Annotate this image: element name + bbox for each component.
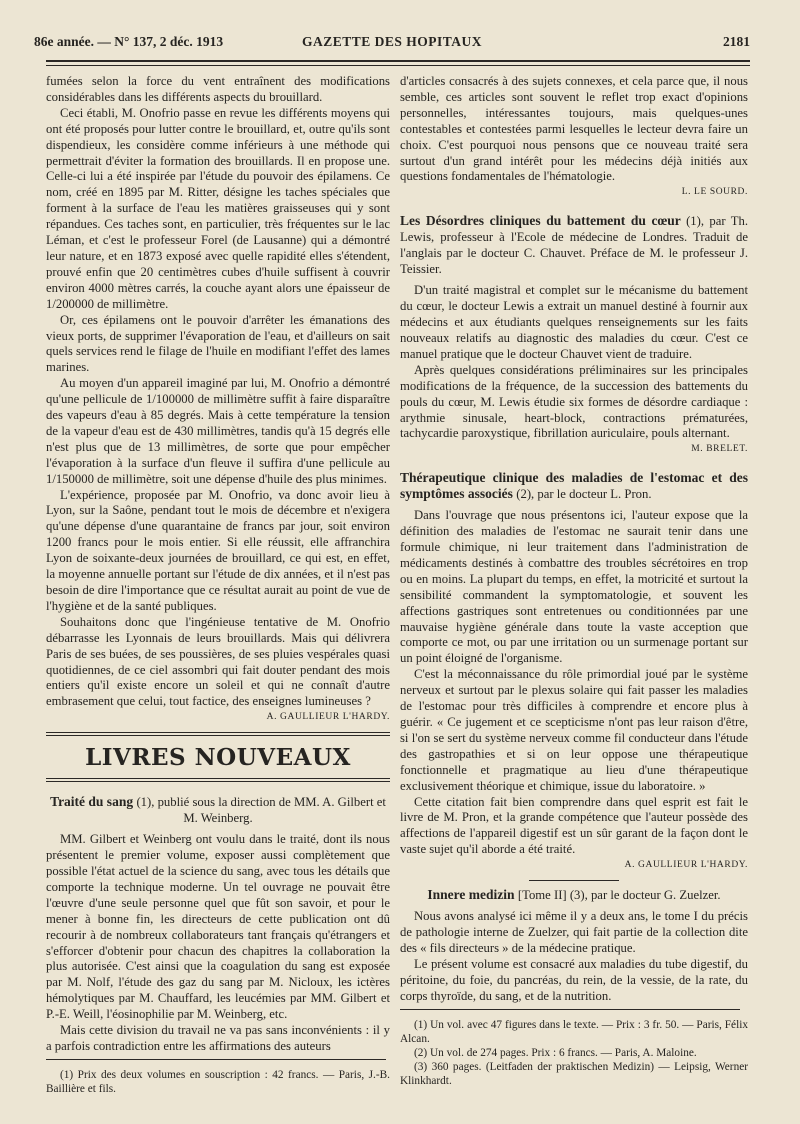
page-number: 2181 bbox=[723, 34, 750, 49]
footnote: (2) Un vol. de 274 pages. Prix : 6 francs. — Paris, A. Maloine. bbox=[414, 1046, 697, 1059]
header-rule bbox=[46, 60, 750, 66]
paragraph: d'articles consacrés à des sujets connexes, et cela parce que, il nous semble, ces articles sont souvent le reflet trop exact d'opinions personnelles, intéressantes toujours, mais quelques-unes contestables et contestées parmi lesquelles le lecteur devra faire un choix. C'est pourquoi nous pensons que ce nouveau traité sera surtout d'un grand intérêt pour les médecins déjà initiés aux questions fondamentales de l'hématologie. bbox=[400, 74, 748, 184]
signature: L. LE SOURD. bbox=[681, 187, 748, 198]
paragraph: Nous avons analysé ici même il y a deux ans, le tome I du précis de pathologie interne de Zuelzer, qui fait partie de la collection dite des « fils directeurs » de la médecine pratique. bbox=[400, 909, 748, 955]
footnote: (3) 360 pages. (Leitfaden der praktischen Medizin) — Leipsig, Werner Klinkhardt. bbox=[400, 1060, 748, 1087]
running-header bbox=[34, 34, 750, 56]
book-title: Les Désordres cliniques du battement du cœur bbox=[400, 213, 681, 229]
book-heading bbox=[46, 794, 390, 826]
signature: A. GAULLIEUR L'HARDY. bbox=[266, 712, 390, 723]
journal-title: GAZETTE DES HOPITAUX bbox=[301, 34, 483, 49]
book-credits: (1), par Th. Lewis, professeur à l'Ecole de médecine de Londres. Traduit de l'anglais par le docteur C. Chauvet. Préface de M. le professeur J. Teissier. bbox=[400, 214, 749, 277]
paragraph: Souhaitons donc que l'ingénieuse tentative de M. Onofrio débarrasse les Lyonnais de leurs brouillards. Mais qui délivrera Paris de ses buées, de ses poussières, de ses pluies vespérales quasi quotidiennes, de ce ciel assombri qui fait douter pendant des mois entiers qu'il existe encore un soleil et qui ne connaît d'autre embrasement que celui, tout factice, des enseignes lumineuses ? bbox=[46, 614, 390, 709]
book-heading bbox=[400, 887, 748, 903]
book-title: Traité du sang bbox=[50, 794, 134, 810]
book-credits: [Tome II] (3), par le docteur G. Zuelzer. bbox=[517, 888, 721, 903]
left-column bbox=[46, 74, 390, 1096]
paragraph: C'est la méconnaissance du rôle primordial joué par le système nerveux et surtout par le plexus solaire qui fait passer les maladies de l'estomac pour très difficiles à comprendre et encore plus à guérir. « Ce jugement et ce scepticisme n'ont pas leur raison d'être, si l'on se sert du système nerveux comme fil conducteur dans l'étude des gastropathies et si on leur oppose une thérapeutique fonctionnelle et pragmatique au lieu d'une thérapeutique exclusivement théorique et chimique, issue du laboratoire. » bbox=[400, 667, 748, 793]
signature: M. BRELET. bbox=[691, 444, 748, 455]
book-heading bbox=[400, 470, 748, 502]
paragraph: fumées selon la force du vent entraînent des modifications considérables dans les différents aspects du brouillard. bbox=[46, 74, 390, 104]
paragraph: Cette citation fait bien comprendre dans quel esprit est fait le livre de M. Pron, et la grande compétence que l'auteur possède des affections de l'appareil digestif est un sûr garant de la façon dont le vaste sujet qu'il aborde a été traité. bbox=[400, 794, 748, 857]
footnote-rule bbox=[400, 1009, 740, 1010]
book-title: Innere medizin bbox=[427, 887, 515, 903]
paragraph: Dans l'ouvrage que nous présentons ici, l'auteur expose que la définition des maladies de l'estomac ne saurait tenir dans une formule chimique, ni leur traitement dans l'administration de médicaments destinés à combattre des troubles sécrétoires en trop ou en moins. La plupart du temps, en effet, la motricité et surtout la sensibilité commandent la symptomatologie, et souvent les affections gastriques sont entretenues ou conditionnées par une mauvaise hygiène générale dans toute la vaste acception que comporte ce mot, ou par une irritation ou un surmenage portant sur un point éloigné de l'organisme. bbox=[400, 508, 748, 666]
section-rule bbox=[46, 732, 390, 736]
footnote-rule bbox=[46, 1059, 386, 1060]
right-column bbox=[400, 74, 748, 1088]
issue-info: 86e année. — N° 137, 2 déc. 1913 bbox=[34, 34, 224, 49]
paragraph: Le présent volume est consacré aux maladies du tube digestif, du péritoine, du foie, du pancréas, du rein, de la vessie, de la rate, du corps thyroïde, du sang, et de la nutrition. bbox=[400, 956, 748, 1003]
paragraph: MM. Gilbert et Weinberg ont voulu dans le traité, dont ils nous présentent le premier volume, exposer aussi complètement que possible l'état actuel de la science du sang, avec tous les détails que comporte la technique moderne. Un tel ouvrage ne pouvait être l'œuvre d'une seule personne quel que fût son savoir, et pour le mener à bonne fin, les directeurs de cette publication ont dû recourir à de nombreux collaborateurs tant français qu'étrangers et s'efforcer d'obtenir pour chacun des chapitres la collaboration la plus autorisée. C'est ainsi que la coagulation du sang est exposée par M. Nolf, l'étude des gaz du sang par M. Nicloux, les ictères hémolytiques par M. Chauffard, les leucémies par MM. Gilbert et P.-E. Weill, l'éosinophilie par M. Weinberg, etc. bbox=[46, 832, 390, 1022]
section-title: LIVRES NOUVEAUX bbox=[85, 744, 351, 772]
book-heading bbox=[400, 213, 748, 277]
paragraph: Mais cette division du travail ne va pas sans inconvénients : il y a parfois contradiction entre les affirmations des auteurs bbox=[46, 1023, 390, 1053]
paragraph: D'un traité magistral et complet sur le mécanisme du battement du cœur, le docteur Lewis a extrait un manuel destiné à fournir aux médecins et aux étudiants quelques renseignements sur les faits nouveaux relatifs au diagnostic des maladies du cœur. C'est ce manuel pratique que le docteur Chauvet vient de traduire. bbox=[400, 283, 748, 361]
paragraph: L'expérience, proposée par M. Onofrio, va donc avoir lieu à Lyon, sur la Saône, pendant tout le mois de décembre et n'exigera qu'une dépense d'une quarantaine de francs par jour, soit environ 1200 francs pour le mois entier. Si elle réussit, elle affranchira Lyon de soixante-deux journées de brouillard, ce qui est, en effet, la moyenne annuelle portant sur l'étude de dix années, et il n'est pas besoin de dire l'importance que ce résultat aurait au point de vue de l'hygiène et de la santé publiques. bbox=[46, 487, 390, 613]
paragraph: Or, ces épilamens ont le pouvoir d'arrêter les émanations des vieux ports, de supprimer l'évaporation de l'eau, et d'ailleurs on sait quels services rend le filage de l'huile en modifiant l'effet des lames marines. bbox=[46, 312, 390, 375]
book-credits: (2), par le docteur L. Pron. bbox=[516, 487, 652, 502]
book-credits: (1), publié sous la direction de MM. A. Gilbert et M. Weinberg. bbox=[136, 795, 386, 826]
paragraph: Au moyen d'un appareil imaginé par lui, M. Onofrio a démontré qu'une pellicule de 1/100000 de millimètre suffit à faire disparaître des vapeurs d'eau à 85 degrés. Mais à cette température la tension de la vapeur d'eau est de 430 millimètres, tandis qu'à 15 degrés elle n'est plus que de 13 millimètres, de sorte que pour empêcher l'évaporation à la surface d'un fleuve il suffira d'une pellicule au 1/150000 de millimètre, soit une dépense d'huile des plus minimes. bbox=[46, 376, 390, 486]
footnote: (1) Prix des deux volumes en souscription : 42 francs. — Paris, J.-B. Baillière et fils. bbox=[46, 1068, 390, 1095]
paragraph: Après quelques considérations préliminaires sur les principales modifications de la fréquence, de la succession des battements du pouls du cœur, M. Lewis étudie six formes de désordre cardiaque : arythmie sinusale, heart-block, contractions prématurées, tachycardie paroxystique, fibrillation auriculaire, pouls alternant. bbox=[400, 362, 748, 441]
footnote: (1) Un vol. avec 47 figures dans le texte. — Prix : 3 fr. 50. — Paris, Félix Alcan. bbox=[400, 1018, 748, 1045]
paragraph: Ceci établi, M. Onofrio passe en revue les différents moyens qui ont été proposés pour lutter contre le brouillard, et, outre qu'ils sont dispendieux, les considère comme inférieurs à une méthode qui permettrait d'éviter la formation des brouillards. Il en propose une. Celle-ci lui a été inspirée par l'étude du pouvoir des épilamens. Ce nom, créé en 1895 par M. Ritter, désigne les taches spéciales que forment à la surface de l'eau les matières graisseuses qui y sont répandues. Ces taches sont, en particulier, très fréquentes sur le lac Léman, et c'est le professeur Forel (de Lausanne) qui a démontré leur nature, et en 1873 exposé avec quelle rapidité elles s'étendent, prouvé enfin que 20 centimètres cubes d'huile suffisent à couvrir environ 4000 mètres carrés, la couche ayant alors une épaisseur de 1/200000 de millimètre. bbox=[46, 105, 390, 311]
signature: A. GAULLIEUR L'HARDY. bbox=[624, 860, 748, 871]
book-title: Thérapeutique clinique des maladies de l'estomac et des symptômes associés bbox=[400, 470, 748, 502]
